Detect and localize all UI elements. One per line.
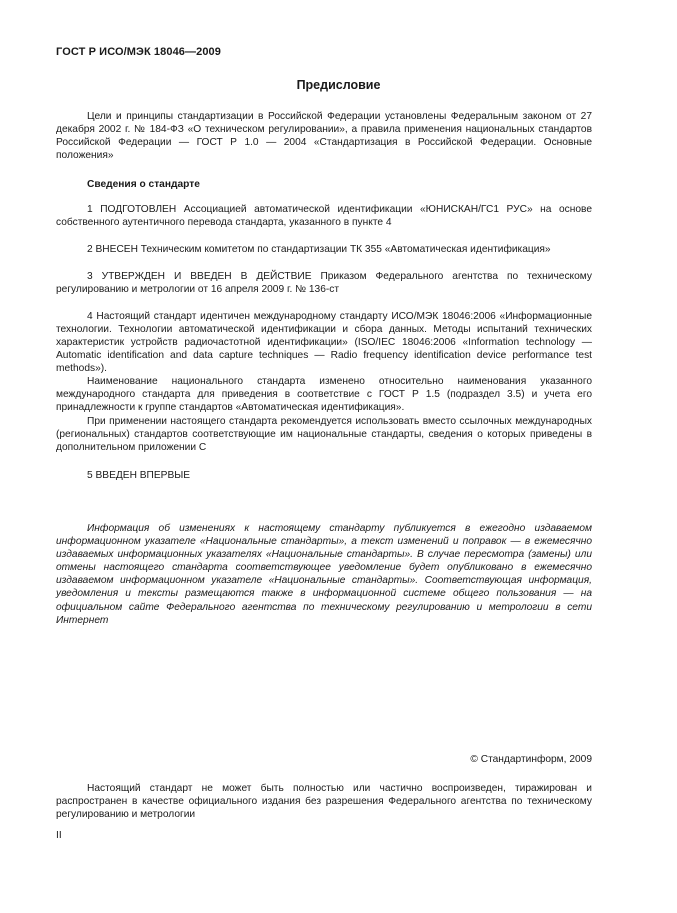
intro-paragraph: Цели и принципы стандартизации в Российской Федерации установлены Федеральным законом от 27 декабря 2002 г. № 184-ФЗ «О техническом регулировании», а правила применения национальных стандартов Российской Федерации — ГОСТ Р 1.0 — 2004 «Стандартизация в Российской Федерации. Основные положения» xyxy=(56,111,592,162)
item-2-paragraph: 2 ВНЕСЕН Техническим комитетом по стандартизации ТК 355 «Автоматическая идентификация» xyxy=(87,244,551,255)
item-5-paragraph: 5 ВВЕДЕН ВПЕРВЫЕ xyxy=(87,470,191,481)
item-4-reference-note: При применении настоящего стандарта рекомендуется использовать вместо ссылочных международных (региональных) стандартов соответствующие им национальные стандарты, сведения о которых приведены в дополнительном приложении С xyxy=(56,416,592,454)
standard-code-header: ГОСТ Р ИСО/МЭК 18046—2009 xyxy=(56,46,221,58)
item-1-paragraph: 1 ПОДГОТОВЛЕН Ассоциацией автоматической идентификации «ЮНИСКАН/ГС1 РУС» на основе собственного аутентичного перевода стандарта, указанного в пункте 4 xyxy=(56,204,592,229)
reproduction-notice: Настоящий стандарт не может быть полностью или частично воспроизведен, тиражирован и распространен в качестве официального издания без разрешения Федерального агентства по техническому регулированию и метрологии xyxy=(56,783,592,821)
item-4-paragraph: 4 Настоящий стандарт идентичен международному стандарту ИСО/МЭК 18046:2006 «Информационные технологии. Технологии автоматической идентификации и сбора данных. Методы испытаний технических характеристик устройств радиочастотной идентификации» (ISO/IEC 18046:2006 «Information technology — Automatic identification and data capture techniques — Radio frequency identification device performance test methods»). xyxy=(56,311,592,375)
page-number: II xyxy=(56,830,62,841)
section-subtitle: Сведения о стандарте xyxy=(87,179,200,190)
page-title: Предисловие xyxy=(296,78,381,92)
copyright-line: © Стандартинформ, 2009 xyxy=(470,754,592,765)
amendments-notice: Информация об изменениях к настоящему стандарту публикуется в ежегодно издаваемом информационном указателе «Национальные стандарты», а текст изменений и поправок — в ежемесячно издаваемых информационных указателях «Национальные стандарты». В случае пересмотра (замены) или отмены настоящего стандарта соответствующее уведомление будет опубликовано в ежемесячно издаваемом информационном указателе «Национальные стандарты». Соответствующая информация, уведомления и тексты размещаются также в информационной системе общего пользования — на официальном сайте Федерального агентства по техническому регулированию и метрологии в сети Интернет xyxy=(56,523,592,626)
item-4-name-note: Наименование национального стандарта изменено относительно наименования указанного международного стандарта для приведения в соответствие с ГОСТ Р 1.5 (подраздел 3.5) и учета его принадлежности к группе стандартов «Автоматическая идентификация». xyxy=(56,376,592,414)
item-3-paragraph: 3 УТВЕРЖДЕН И ВВЕДЕН В ДЕЙСТВИЕ Приказом Федерального агентства по техническому регулированию и метрологии от 16 апреля 2009 г. № 136-ст xyxy=(56,271,592,296)
